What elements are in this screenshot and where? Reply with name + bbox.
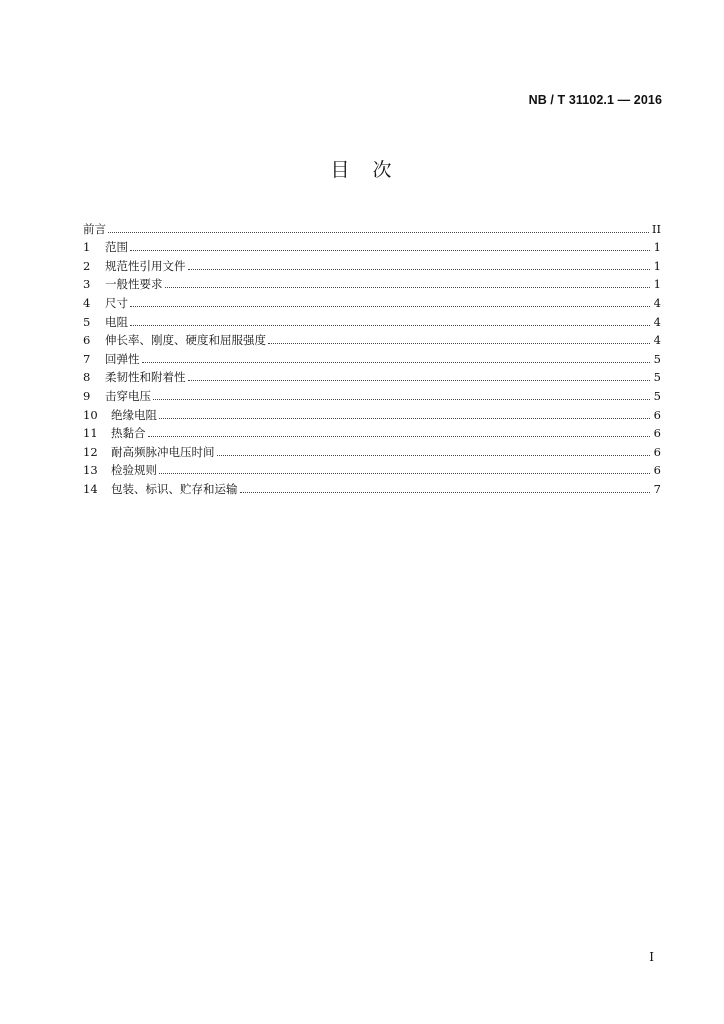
- toc-entry-10[interactable]: [83, 403, 661, 422]
- toc-entry-14[interactable]: [83, 477, 661, 496]
- toc-dot-leader: [130, 325, 650, 326]
- toc-dot-leader: [130, 306, 650, 307]
- toc-entry-2[interactable]: [83, 254, 661, 273]
- toc-entry-label: 范围: [105, 240, 128, 255]
- toc-entry-label: 伸长率、刚度、硬度和屈服强度: [105, 333, 266, 348]
- toc-dot-leader: [165, 287, 651, 288]
- toc-entry-13[interactable]: [83, 459, 661, 478]
- toc-dot-leader: [188, 269, 651, 270]
- toc-entry-label: 包装、标识、贮存和运输: [111, 481, 238, 496]
- toc-entry-number: 7: [83, 351, 91, 366]
- toc-entry-page: 5: [653, 351, 661, 366]
- standard-number: NB / T 31102.1 — 2016: [528, 93, 662, 107]
- toc-entry-label: 柔韧性和附着性: [105, 370, 186, 385]
- toc-entry-page: II: [651, 221, 661, 236]
- toc-entry-label: 电阻: [105, 314, 128, 329]
- toc-entry-1[interactable]: [83, 236, 661, 255]
- toc-entry-9[interactable]: [83, 384, 661, 403]
- page-title: 目 次: [330, 159, 394, 181]
- toc-entry-label: 热黏合: [111, 426, 146, 441]
- toc-dot-leader: [188, 380, 651, 381]
- toc-entry-number: 4: [83, 295, 91, 310]
- toc-entry-label: 耐高频脉冲电压时间: [111, 444, 215, 459]
- toc-entry-number: 6: [83, 333, 91, 348]
- toc-entry-page: 1: [653, 240, 661, 255]
- toc-entry-page: 5: [653, 370, 661, 385]
- toc-entry-8[interactable]: [83, 366, 661, 385]
- toc-entry-6[interactable]: [83, 329, 661, 348]
- toc-entry-label: 尺寸: [105, 295, 128, 310]
- toc-entry-label: 一般性要求: [105, 277, 163, 292]
- toc-dot-leader: [130, 250, 650, 251]
- toc-entry-4[interactable]: [83, 291, 661, 310]
- toc-entry-number: 11: [83, 426, 98, 441]
- toc-dot-leader: [240, 492, 651, 493]
- toc-entry-number: 1: [83, 240, 91, 255]
- toc-entry-3[interactable]: [83, 273, 661, 292]
- toc-dot-leader: [217, 455, 651, 456]
- table-of-contents: [83, 217, 661, 496]
- toc-entry-page: 7: [653, 481, 661, 496]
- toc-entry-page: 6: [653, 444, 661, 459]
- toc-entry-label: 规范性引用文件: [105, 258, 186, 273]
- toc-entry-page: 6: [653, 463, 661, 478]
- toc-entry-label: 回弹性: [105, 351, 140, 366]
- toc-entry-page: 4: [653, 295, 661, 310]
- toc-entry-11[interactable]: [83, 422, 661, 441]
- toc-dot-leader: [159, 418, 650, 419]
- toc-entry-number: 2: [83, 258, 91, 273]
- toc-entry-label: 前言: [83, 221, 106, 236]
- toc-entry-page: 1: [653, 277, 661, 292]
- toc-entry-number: 5: [83, 314, 91, 329]
- toc-entry-number: 8: [83, 370, 91, 385]
- toc-entry-page: 1: [653, 258, 661, 273]
- toc-entry-page: 4: [653, 333, 661, 348]
- toc-dot-leader: [148, 436, 651, 437]
- toc-entry-number: 10: [83, 407, 98, 422]
- toc-entry-label: 绝缘电阻: [111, 407, 157, 422]
- toc-entry-page: 5: [653, 388, 661, 403]
- toc-entry-number: 3: [83, 277, 91, 292]
- toc-entry-page: 6: [653, 407, 661, 422]
- toc-dot-leader: [108, 232, 649, 233]
- toc-dot-leader: [268, 343, 650, 344]
- toc-dot-leader: [142, 362, 651, 363]
- toc-entry-12[interactable]: [83, 440, 661, 459]
- toc-entry-number: 9: [83, 388, 91, 403]
- page-number: I: [649, 950, 654, 964]
- toc-entry-5[interactable]: [83, 310, 661, 329]
- toc-entry-page: 6: [653, 426, 661, 441]
- toc-dot-leader: [153, 399, 650, 400]
- toc-entry-number: 14: [83, 481, 98, 496]
- toc-entry-number: 13: [83, 463, 98, 478]
- toc-entry-7[interactable]: [83, 347, 661, 366]
- toc-dot-leader: [159, 473, 650, 474]
- toc-entry-foreword[interactable]: [83, 217, 661, 236]
- toc-entry-page: 4: [653, 314, 661, 329]
- toc-entry-label: 击穿电压: [105, 388, 151, 403]
- toc-entry-number: 12: [83, 444, 98, 459]
- toc-entry-label: 检验规则: [111, 463, 157, 478]
